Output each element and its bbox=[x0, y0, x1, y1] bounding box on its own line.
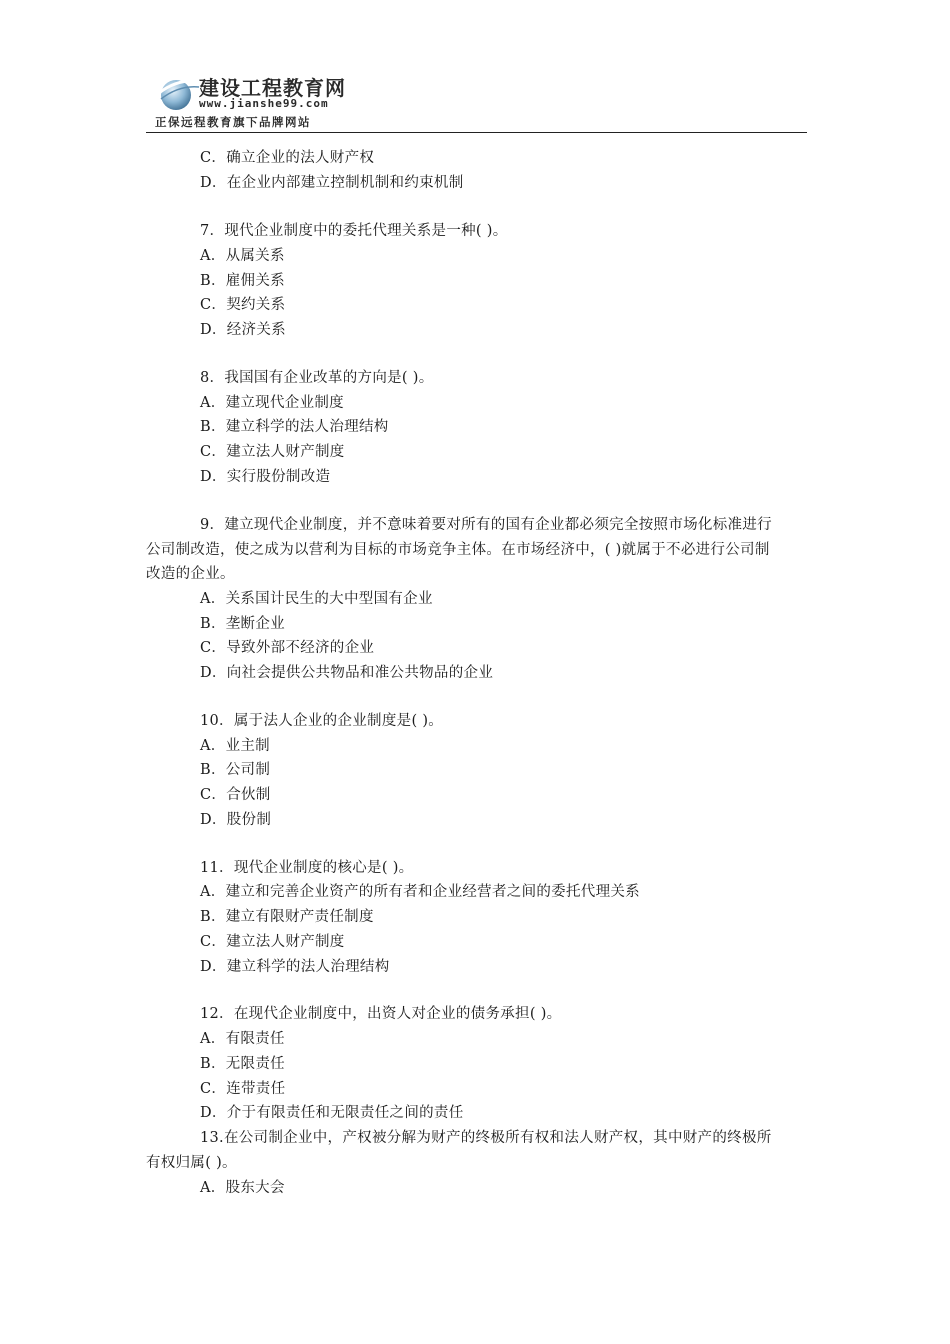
site-title: 建设工程教育网 bbox=[199, 76, 346, 100]
question-line: 公司制改造，使之成为以营利为目标的市场竞争主体。在市场经济中，( )就属于不必进行公司制 bbox=[146, 542, 770, 558]
question-line: 有权归属( )。 bbox=[146, 1155, 237, 1171]
option-line: C．建立法人财产制度 bbox=[200, 934, 345, 950]
option-line: C．合伙制 bbox=[200, 787, 271, 803]
question-line: 9．建立现代企业制度，并不意味着要对所有的国有企业都必须完全按照市场化标准进行 bbox=[200, 517, 772, 533]
option-line: A．有限责任 bbox=[200, 1031, 285, 1047]
option-line: D．实行股份制改造 bbox=[200, 469, 331, 485]
option-line: D．经济关系 bbox=[200, 322, 286, 338]
option-line: A．股东大会 bbox=[200, 1180, 285, 1196]
option-line: C．导致外部不经济的企业 bbox=[200, 640, 375, 656]
option-line: D．在企业内部建立控制机制和约束机制 bbox=[200, 175, 464, 191]
option-line: B．公司制 bbox=[200, 762, 271, 778]
option-line: A．从属关系 bbox=[200, 248, 285, 264]
site-url: www.jianshe99.com bbox=[199, 97, 329, 110]
option-line: B．建立科学的法人治理结构 bbox=[200, 419, 389, 435]
question-line: 10．属于法人企业的企业制度是( )。 bbox=[200, 713, 444, 729]
option-line: B．雇佣关系 bbox=[200, 273, 285, 289]
option-line: A．关系国计民生的大中型国有企业 bbox=[200, 591, 433, 607]
question-line: 11．现代企业制度的核心是( )。 bbox=[200, 860, 414, 876]
option-line: C．连带责任 bbox=[200, 1081, 286, 1097]
option-line: D．向社会提供公共物品和准公共物品的企业 bbox=[200, 665, 494, 681]
option-line: A．建立和完善企业资产的所有者和企业经营者之间的委托代理关系 bbox=[200, 884, 640, 900]
site-header bbox=[155, 70, 807, 134]
header-divider bbox=[146, 132, 807, 133]
option-line: A．业主制 bbox=[200, 738, 270, 754]
option-line: B．建立有限财产责任制度 bbox=[200, 909, 374, 925]
option-line: B．垄断企业 bbox=[200, 616, 285, 632]
question-line: 12．在现代企业制度中，出资人对企业的债务承担( )。 bbox=[200, 1006, 562, 1022]
option-line: C．建立法人财产制度 bbox=[200, 444, 345, 460]
question-line: 7．现代企业制度中的委托代理关系是一种( )。 bbox=[200, 223, 508, 239]
option-line: C．确立企业的法人财产权 bbox=[200, 150, 375, 166]
option-line: A．建立现代企业制度 bbox=[200, 395, 344, 411]
option-line: D．股份制 bbox=[200, 812, 272, 828]
option-line: D．介于有限责任和无限责任之间的责任 bbox=[200, 1105, 464, 1121]
question-line: 13.在公司制企业中，产权被分解为财产的终极所有权和法人财产权，其中财产的终极所 bbox=[200, 1130, 772, 1146]
option-line: C．契约关系 bbox=[200, 297, 286, 313]
globe-logo-icon bbox=[155, 73, 201, 111]
option-line: D．建立科学的法人治理结构 bbox=[200, 959, 390, 975]
question-line: 改造的企业。 bbox=[146, 566, 235, 582]
question-line: 8．我国国有企业改革的方向是( )。 bbox=[200, 370, 434, 386]
option-line: B．无限责任 bbox=[200, 1056, 285, 1072]
site-slogan: 正保远程教育旗下品牌网站 bbox=[155, 115, 311, 129]
